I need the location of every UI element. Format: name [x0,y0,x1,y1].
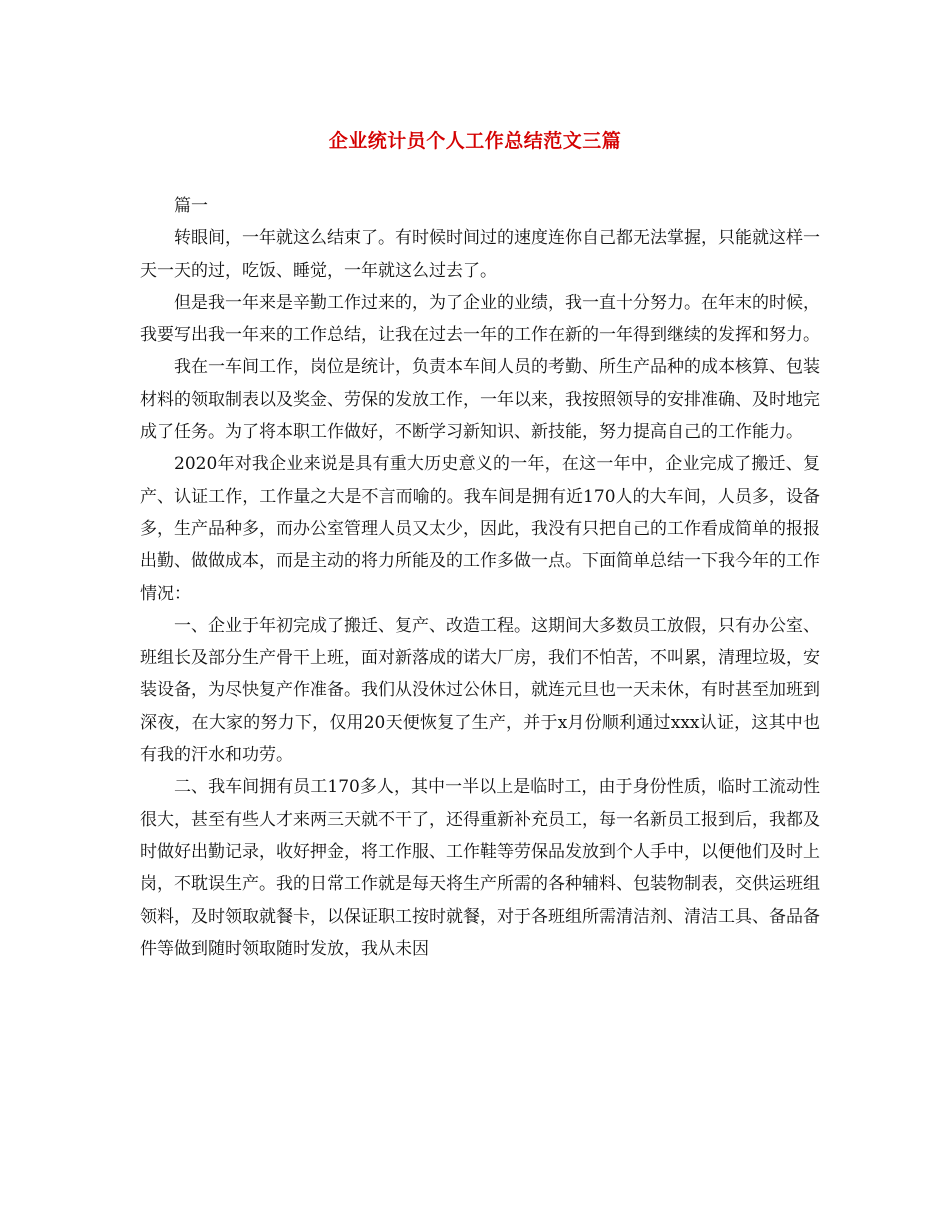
section-label: 篇一 [174,196,208,216]
paragraph: 一、企业于年初完成了搬迁、复产、改造工程。这期间大多数员工放假，只有办公室、班组长及部分生产骨干上班，面对新落成的诺大厂房，我们不怕苦，不叫累，清理垃圾，安装设备，为尽快复产作准备。我们从没休过公休日，就连元旦也一天未休，有时甚至加班到深夜，在大家的努力下，仅用20天便恢复了生产，并于x月份顺利通过xxx认证，这其中也有我的汗水和功劳。 [140,615,820,766]
paragraph: 2020年对我企业来说是具有重大历史意义的一年，在这一年中，企业完成了搬迁、复产、认证工作，工作量之大是不言而喻的。我车间是拥有近170人的大车间，人员多，设备多，生产品种多，而办公室管理人员又太少，因此，我没有只把自己的工作看成简单的报报出勤、做做成本，而是主动的将力所能及的工作多做一点。下面简单总结一下我今年的工作情况： [140,454,820,604]
document-title: 企业统计员个人工作总结范文三篇 [328,130,622,152]
paragraph: 二、我车间拥有员工170多人，其中一半以上是临时工，由于身份性质，临时工流动性很大，甚至有些人才来两三天就不干了，还得重新补充员工，每一名新员工报到后，我都及时做好出勤记录，收好押金，将工作服、工作鞋等劳保品发放到个人手中，以便他们及时上岗，不耽误生产。我的日常工作就是每天将生产所需的各种辅料、包装物制表，交供运班组领料，及时领取就餐卡，以保证职工按时就餐，对于各班组所需清洁剂、清洁工具、备品备件等做到随时领取随时发放，我从未因 [140,777,820,959]
paragraph: 我在一车间工作，岗位是统计，负责本车间人员的考勤、所生产品种的成本核算、包装材料的领取制表以及奖金、劳保的发放工作，一年以来，我按照领导的安排准确、及时地完成了任务。为了将本职工作做好，不断学习新知识、新技能，努力提高自己的工作能力。 [140,357,820,443]
document-body [140,190,820,965]
paragraph: 转眼间，一年就这么结束了。有时候时间过的速度连你自己都无法掌握，只能就这样一天一天的过，吃饭、睡觉，一年就这么过去了。 [140,228,820,281]
paragraph: 但是我一年来是辛勤工作过来的，为了企业的业绩，我一直十分努力。在年末的时候，我要写出我一年来的工作总结，让我在过去一年的工作在新的一年得到继续的发挥和努力。 [140,292,820,346]
